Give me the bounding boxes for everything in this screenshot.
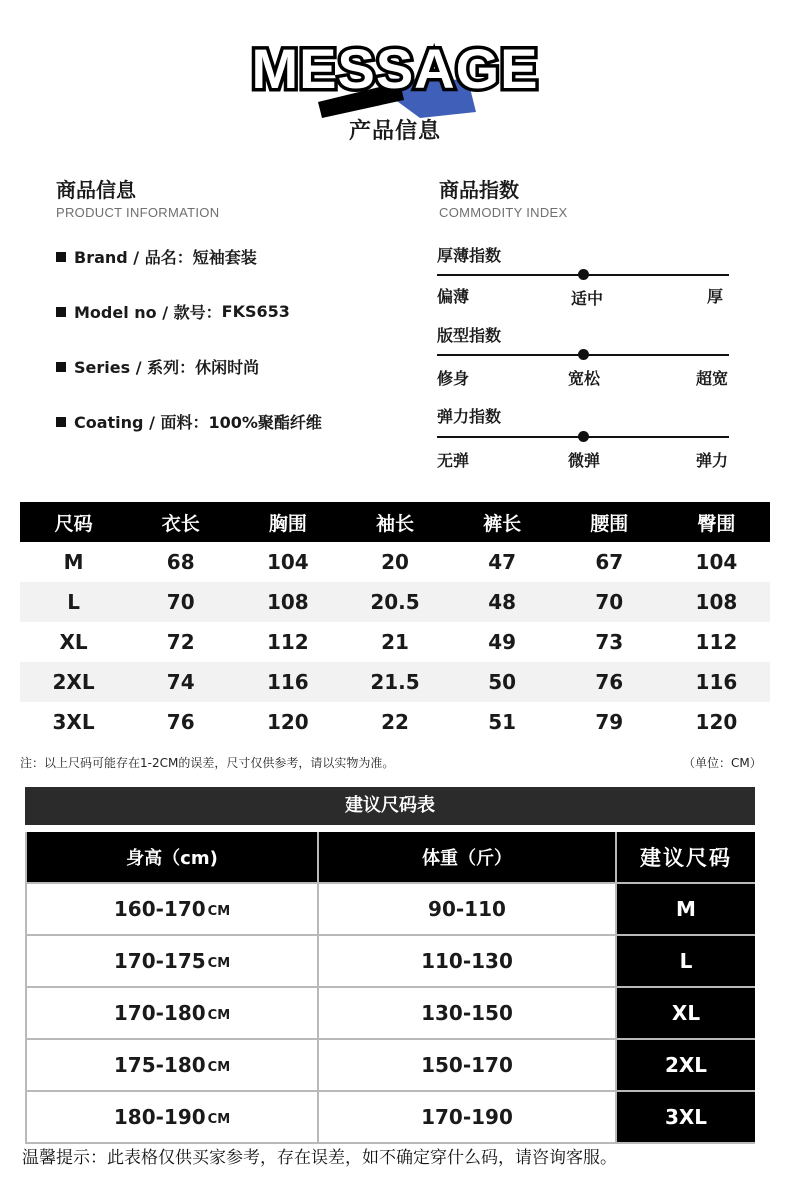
table-cell: 21 bbox=[381, 630, 409, 654]
header-cell-weight: 体重（斤） bbox=[319, 832, 617, 882]
table-cell: 48 bbox=[488, 590, 517, 614]
table-cell: 112 bbox=[266, 630, 309, 654]
recommend-header bbox=[25, 832, 755, 884]
info-label: Coating / 面料： bbox=[74, 413, 209, 432]
table-cell: 73 bbox=[595, 630, 624, 654]
height-unit: CM bbox=[207, 1060, 231, 1075]
info-row-brand bbox=[56, 245, 257, 268]
info-label: Series / 系列： bbox=[74, 358, 196, 377]
index-fit-left: 修身 bbox=[437, 369, 470, 388]
index-elastic-mid: 微弹 bbox=[568, 451, 601, 470]
table-row bbox=[25, 1040, 755, 1092]
table-cell: 76 bbox=[166, 710, 195, 734]
info-row-series bbox=[56, 355, 259, 378]
recommend-table bbox=[25, 832, 755, 1144]
header-banner bbox=[0, 0, 790, 160]
table-cell: 104 bbox=[695, 550, 738, 574]
index-elastic-marker bbox=[578, 431, 589, 442]
height-cell bbox=[25, 936, 319, 986]
index-thickness-title: 厚薄指数 bbox=[437, 246, 502, 265]
index-fit-mid: 宽松 bbox=[568, 369, 601, 388]
header-cell: 衣长 bbox=[161, 512, 200, 535]
table-cell: 108 bbox=[266, 590, 309, 614]
height-cell bbox=[25, 884, 319, 934]
table-row bbox=[20, 542, 770, 582]
bullet-square-icon bbox=[56, 307, 66, 317]
index-thickness-mid: 适中 bbox=[571, 289, 604, 308]
table-cell: 3XL bbox=[52, 710, 95, 734]
size-cell: L bbox=[617, 936, 755, 986]
height-cell bbox=[25, 1040, 319, 1090]
table-row bbox=[25, 884, 755, 936]
info-value: 短袖套装 bbox=[192, 248, 257, 267]
height-value: 170-180 bbox=[113, 1001, 206, 1025]
table-cell: 120 bbox=[695, 710, 738, 734]
table-row bbox=[25, 988, 755, 1040]
table-cell: 79 bbox=[595, 710, 624, 734]
table-cell: 104 bbox=[266, 550, 309, 574]
product-info-title: 商品信息 bbox=[56, 178, 136, 202]
table-cell: 120 bbox=[266, 710, 309, 734]
height-cell bbox=[25, 1092, 319, 1142]
table-cell: 76 bbox=[595, 670, 624, 694]
table-cell: 112 bbox=[695, 630, 738, 654]
info-row-coating bbox=[56, 410, 322, 433]
table-cell: 51 bbox=[488, 710, 517, 734]
table-cell: 67 bbox=[595, 550, 624, 574]
height-value: 180-190 bbox=[113, 1105, 206, 1129]
weight-cell: 130-150 bbox=[319, 988, 617, 1038]
product-info-title-en: PRODUCT INFORMATION bbox=[56, 205, 220, 220]
size-cell: 2XL bbox=[617, 1040, 755, 1090]
table-cell: 22 bbox=[381, 710, 409, 734]
table-cell: 70 bbox=[166, 590, 195, 614]
table-cell: 49 bbox=[488, 630, 517, 654]
header-cell: 尺码 bbox=[54, 512, 93, 535]
index-thickness-right: 厚 bbox=[707, 287, 724, 306]
height-unit: CM bbox=[207, 1112, 231, 1127]
info-label: Brand / 品名： bbox=[74, 248, 193, 267]
index-fit-marker bbox=[578, 349, 589, 360]
bullet-square-icon bbox=[56, 417, 66, 427]
header-cell: 裤长 bbox=[483, 512, 522, 535]
table-cell: 70 bbox=[595, 590, 624, 614]
table-cell: 20.5 bbox=[370, 590, 420, 614]
index-thickness-left: 偏薄 bbox=[437, 287, 470, 306]
table-cell: 20 bbox=[381, 550, 409, 574]
table-row bbox=[20, 622, 770, 662]
table-cell: 116 bbox=[266, 670, 309, 694]
table-cell: 21.5 bbox=[370, 670, 420, 694]
header-cell: 袖长 bbox=[375, 512, 414, 535]
size-cell: 3XL bbox=[617, 1092, 755, 1142]
size-cell: XL bbox=[617, 988, 755, 1038]
height-cell bbox=[25, 988, 319, 1038]
bullet-square-icon bbox=[56, 252, 66, 262]
header-cell-size: 建议尺码 bbox=[617, 832, 755, 882]
header-subtitle: 产品信息 bbox=[348, 119, 441, 144]
weight-cell: 150-170 bbox=[319, 1040, 617, 1090]
size-note: 注：以上尺码可能存在1-2CM的误差，尺寸仅供参考，请以实物为准。 bbox=[20, 756, 395, 770]
info-value: 休闲时尚 bbox=[195, 358, 260, 377]
index-thickness-marker bbox=[578, 269, 589, 280]
size-cell: M bbox=[617, 884, 755, 934]
table-cell: 47 bbox=[488, 550, 517, 574]
table-row bbox=[25, 1092, 755, 1144]
header-cell: 胸围 bbox=[268, 512, 307, 535]
table-cell: 2XL bbox=[52, 670, 95, 694]
table-cell: L bbox=[67, 590, 80, 614]
commodity-index-title-en: COMMODITY INDEX bbox=[439, 205, 568, 220]
table-cell: 108 bbox=[695, 590, 738, 614]
recommend-title: 建议尺码表 bbox=[25, 787, 755, 825]
table-row bbox=[20, 662, 770, 702]
table-cell: 74 bbox=[166, 670, 195, 694]
height-value: 160-170 bbox=[113, 897, 206, 921]
index-elastic-left: 无弹 bbox=[437, 451, 470, 470]
weight-cell: 170-190 bbox=[319, 1092, 617, 1142]
table-cell: 68 bbox=[166, 550, 195, 574]
commodity-index-title: 商品指数 bbox=[439, 178, 519, 202]
index-elastic-right: 弹力 bbox=[696, 451, 729, 470]
unit-note: （单位：CM） bbox=[683, 756, 762, 770]
bottom-tip: 温馨提示：此表格仅供买家参考，存在误差，如不确定穿什么码，请咨询客服。 bbox=[22, 1148, 617, 1168]
info-row-model bbox=[56, 300, 290, 323]
table-row bbox=[20, 582, 770, 622]
size-table bbox=[20, 502, 770, 742]
table-row bbox=[25, 936, 755, 988]
header-cell: 腰围 bbox=[590, 512, 629, 535]
table-cell: M bbox=[63, 550, 84, 574]
weight-cell: 110-130 bbox=[319, 936, 617, 986]
info-value: 100%聚酯纤维 bbox=[208, 413, 322, 432]
info-label: Model no / 款号： bbox=[74, 303, 222, 322]
height-value: 175-180 bbox=[113, 1053, 206, 1077]
index-fit-title: 版型指数 bbox=[437, 326, 502, 345]
table-row bbox=[20, 702, 770, 742]
header-title: MESSAGE bbox=[251, 37, 539, 100]
height-unit: CM bbox=[207, 1008, 231, 1023]
table-cell: 116 bbox=[695, 670, 738, 694]
info-value: FKS653 bbox=[221, 302, 290, 321]
index-elastic-title: 弹力指数 bbox=[437, 407, 502, 426]
size-table-header bbox=[20, 502, 770, 542]
index-fit-right: 超宽 bbox=[696, 369, 729, 388]
height-unit: CM bbox=[207, 904, 231, 919]
header-cell: 臀围 bbox=[697, 512, 736, 535]
height-value: 170-175 bbox=[113, 949, 206, 973]
table-cell: 72 bbox=[166, 630, 195, 654]
table-cell: 50 bbox=[488, 670, 517, 694]
table-cell: XL bbox=[59, 630, 88, 654]
height-unit: CM bbox=[207, 956, 231, 971]
bullet-square-icon bbox=[56, 362, 66, 372]
weight-cell: 90-110 bbox=[319, 884, 617, 934]
header-cell-height: 身高（cm) bbox=[25, 832, 319, 882]
